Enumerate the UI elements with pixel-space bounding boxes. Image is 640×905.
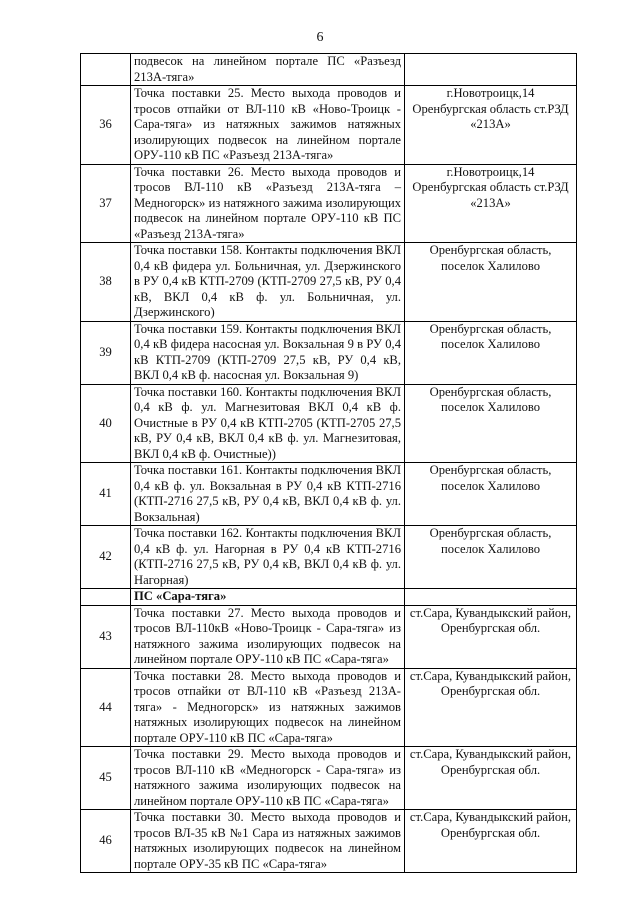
row-address [405,54,577,86]
table-row [81,668,577,747]
row-number: 43 [81,605,131,668]
row-description: Точка поставки 159. Контакты подключения ВКЛ 0,4 кВ фидера насосная ул. Вокзальная 9 в РУ 0,4 кВ КТП-2709 (КТП-2709 27,5 кВ, РУ 0,4 кВ, ВКЛ 0,4 кВ ф. насосная ул. Вокзальная 9) [131,321,405,384]
table-row [81,164,577,243]
row-number: 40 [81,384,131,463]
row-address: г.Новотроицк,14 Оренбургская область ст.РЗД «213А» [405,164,577,243]
section-title: ПС «Сара-тяга» [131,589,405,606]
row-description: подвесок на линейном портале ПС «Разъезд 213А-тяга» [131,54,405,86]
table-row [81,321,577,384]
table-row [81,54,577,86]
row-address: Оренбургская область, поселок Халилово [405,384,577,463]
row-address [405,589,577,606]
table-row [81,747,577,810]
table-row [81,86,577,165]
row-description: Точка поставки 162. Контакты подключения ВКЛ 0,4 кВ ф. ул. Нагорная в РУ 0,4 кВ КТП-2716 (КТП-2716 27,5 кВ, РУ 0,4 кВ, ВКЛ 0,4 кВ ф. ул. Нагорная) [131,526,405,589]
row-number: 39 [81,321,131,384]
row-description: Точка поставки 25. Место выхода проводов и тросов отпайки от ВЛ-110 кВ «Ново-Троицк - Сара-тяга» из натяжных зажимов натяжных изолирующих подвесок на линейном портале ОРУ-110 кВ ПС «Разъезд 213А-тяга» [131,86,405,165]
table-row [81,243,577,322]
row-address: ст.Сара, Кувандыкский район, Оренбургская обл. [405,810,577,873]
row-address: ст.Сара, Кувандыкский район, Оренбургская обл. [405,605,577,668]
row-number: 42 [81,526,131,589]
delivery-points-table [80,53,577,873]
row-description: Точка поставки 158. Контакты подключения ВКЛ 0,4 кВ фидера ул. Больничная, ул. Дзержинского в РУ 0,4 кВ КТП-2709 (КТП-2709 27,5 кВ, РУ 0,4 кВ, ВКЛ 0,4 кВ ф. ул. Больничная, ул. Дзержинского) [131,243,405,322]
row-address: ст.Сара, Кувандыкский район, Оренбургская обл. [405,747,577,810]
row-description: Точка поставки 161. Контакты подключения ВКЛ 0,4 кВ ф. ул. Вокзальная в РУ 0,4 кВ КТП-2716 (КТП-2716 27,5 кВ, РУ 0,4 кВ, ВКЛ 0,4 кВ ф. ул. Вокзальная) [131,463,405,526]
row-number: 41 [81,463,131,526]
row-number [81,589,131,606]
row-number: 46 [81,810,131,873]
table-row [81,463,577,526]
row-number: 38 [81,243,131,322]
section-row [81,589,577,606]
row-address: Оренбургская область, поселок Халилово [405,526,577,589]
row-address: ст.Сара, Кувандыкский район, Оренбургская обл. [405,668,577,747]
row-number: 37 [81,164,131,243]
table-row [81,605,577,668]
row-description: Точка поставки 26. Место выхода проводов и тросов ВЛ-110 кВ «Разъезд 213А-тяга – Медногорск» из натяжного зажима изолирующих подвесок на линейном портале ОРУ-110 кВ ПС «Разъезд 213А-тяга» [131,164,405,243]
row-number: 36 [81,86,131,165]
row-description: Точка поставки 28. Место выхода проводов и тросов отпайки от ВЛ-110 кВ «Разъезд 213А-тяга» - Медногорск» из натяжных зажимов натяжных изолирующих подвесок на линейном портале ОРУ-110 кВ ПС «Сара-тяга» [131,668,405,747]
row-number: 45 [81,747,131,810]
row-address: Оренбургская область, поселок Халилово [405,321,577,384]
row-description: Точка поставки 29. Место выхода проводов и тросов ВЛ-110 кВ «Медногорск - Сара-тяга» из натяжного зажима изолирующих подвесок на линейном портале ОРУ-110 кВ ПС «Сара-тяга» [131,747,405,810]
row-description: Точка поставки 160. Контакты подключения ВКЛ 0,4 кВ ф. ул. Магнезитовая ВКЛ 0,4 кВ ф. Очистные в РУ 0,4 кВ КТП-2705 (КТП-2705 27,5 кВ, РУ 0,4 кВ, ВКЛ 0,4 кВ ф. ул. Магнезитовая, ВКЛ 0,4 кВ ф. Очистные)) [131,384,405,463]
row-description: Точка поставки 30. Место выхода проводов и тросов ВЛ-35 кВ №1 Сара из натяжных зажимов натяжных изолирующих подвесок на линейном портале ОРУ-35 кВ ПС «Сара-тяга» [131,810,405,873]
row-address: Оренбургская область, поселок Халилово [405,243,577,322]
row-number: 44 [81,668,131,747]
row-address: г.Новотроицк,14 Оренбургская область ст.РЗД «213А» [405,86,577,165]
table-row [81,810,577,873]
row-address: Оренбургская область, поселок Халилово [405,463,577,526]
page-number: 6 [316,30,324,45]
table-row [81,526,577,589]
row-number [81,54,131,86]
table-row [81,384,577,463]
row-description: Точка поставки 27. Место выхода проводов и тросов ВЛ-110кВ «Ново-Троицк - Сара-тяга» из натяжного зажима изолирующих подвесок на линейном портале ОРУ-110 кВ ПС «Сара-тяга» [131,605,405,668]
